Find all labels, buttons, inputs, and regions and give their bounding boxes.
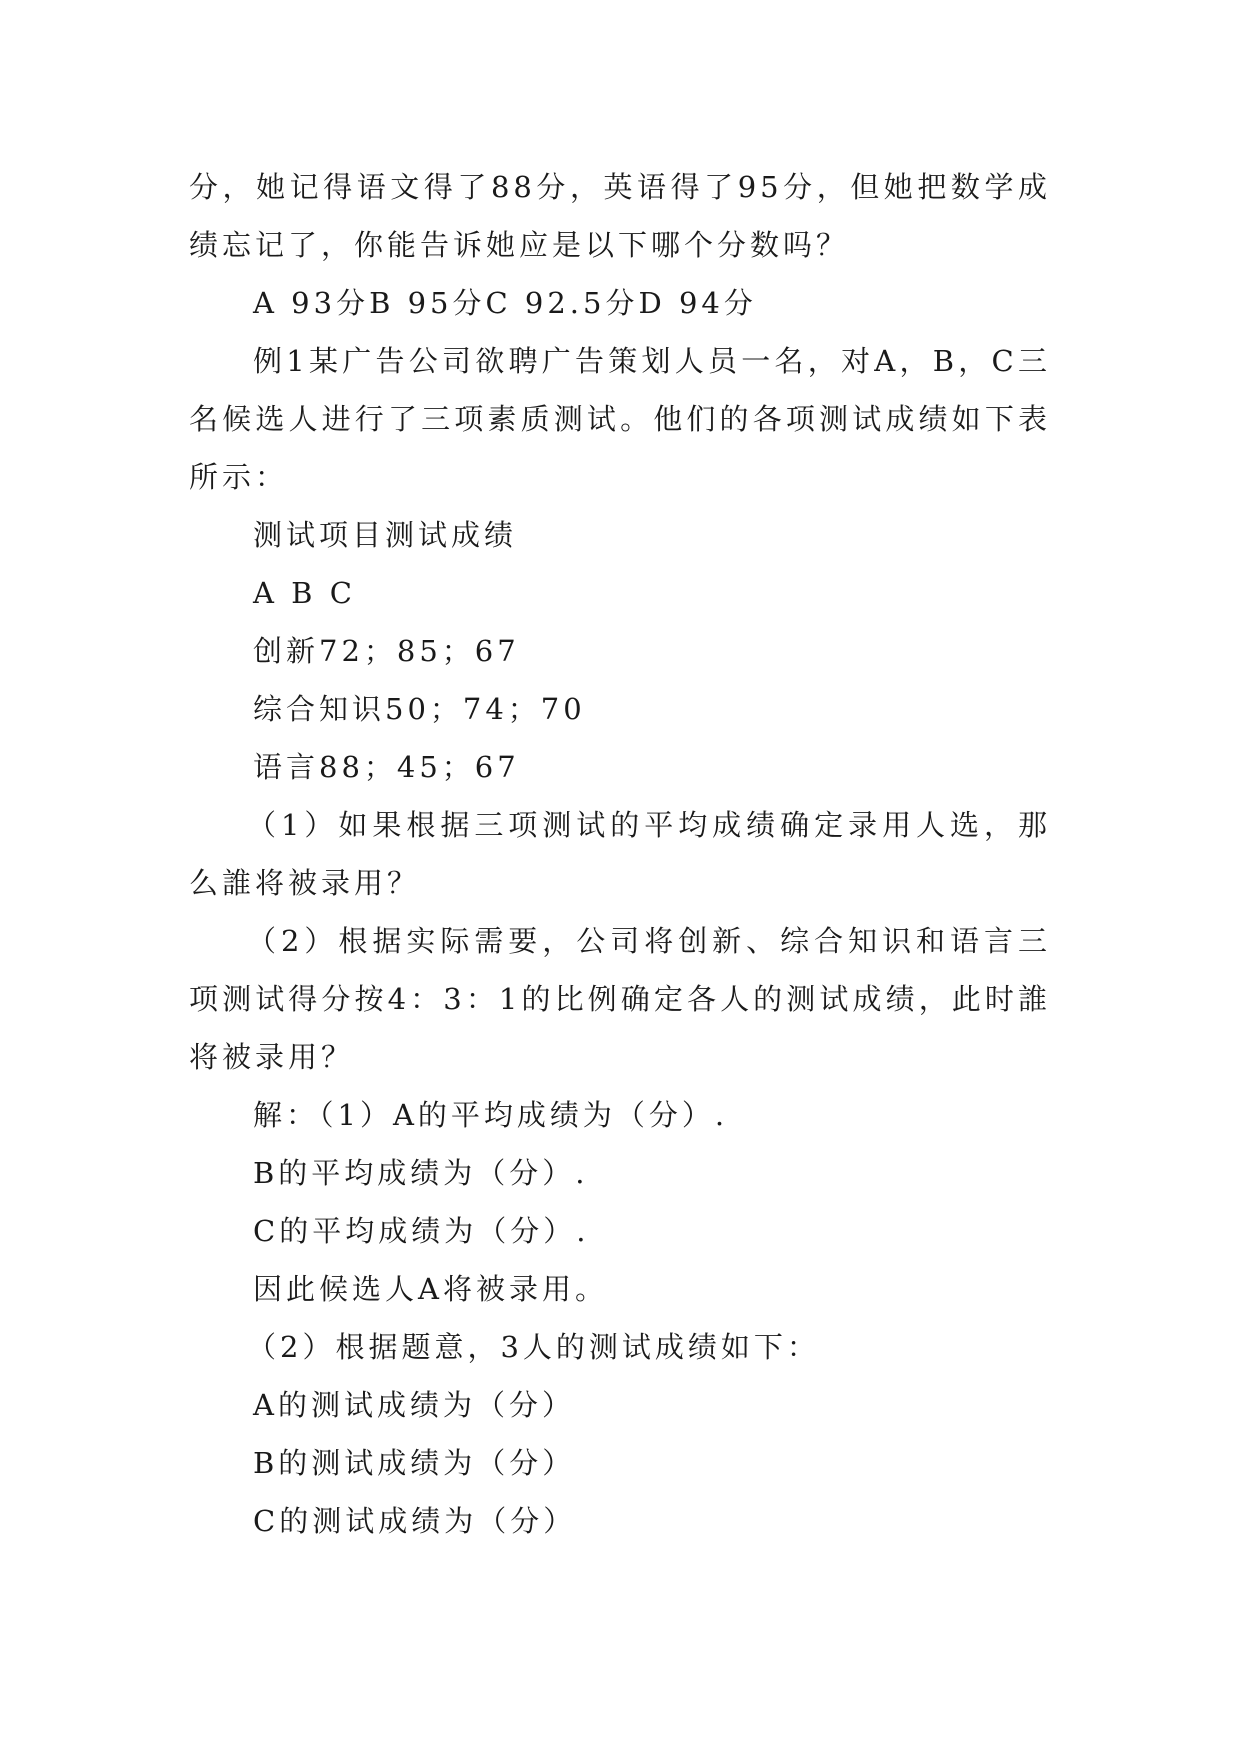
paragraph-answer-options: A 93分B 95分C 92.5分D 94分 bbox=[253, 286, 757, 320]
paragraph-solution-c-average: C的平均成绩为（分）. bbox=[253, 1214, 590, 1248]
paragraph-solution-b-average: B的平均成绩为（分）. bbox=[253, 1156, 589, 1190]
paragraph-table-row-innovation: 创新72；85；67 bbox=[253, 634, 520, 668]
paragraph-solution-a-weighted: A的测试成绩为（分） bbox=[253, 1388, 575, 1422]
paragraph-conclusion-1: 因此候选人A将被录用。 bbox=[253, 1272, 608, 1306]
paragraph-solution-2-intro: （2）根据题意，3人的测试成绩如下： bbox=[247, 1330, 820, 1364]
paragraph-question-1: （1）如果根据三项测试的平均成绩确定录用人选，那么誰将被录用？ bbox=[189, 808, 1051, 900]
paragraph-table-row-knowledge: 综合知识50；74；70 bbox=[253, 692, 586, 726]
paragraph-table-header: 测试项目测试成绩 bbox=[253, 518, 518, 552]
paragraph-solution-a-average: 解：（1）A的平均成绩为（分）. bbox=[253, 1098, 729, 1132]
paragraph-solution-c-weighted: C的测试成绩为（分） bbox=[253, 1504, 577, 1538]
paragraph-table-candidates: A B C bbox=[253, 576, 356, 610]
document-body bbox=[189, 158, 1051, 1550]
paragraph-question-continuation: 分，她记得语文得了88分，英语得了95分，但她把数学成绩忘记了，你能告诉她应是以下哪个分数吗？ bbox=[189, 170, 1051, 262]
paragraph-table-row-language: 语言88；45；67 bbox=[253, 750, 520, 784]
paragraph-question-2: （2）根据实际需要，公司将创新、综合知识和语言三项测试得分按4：3：1的比例确定各人的测试成绩，此时誰将被录用？ bbox=[189, 924, 1051, 1074]
paragraph-example-1: 例1某广告公司欲聘广告策划人员一名，对A，B，C三名候选人进行了三项素质测试。他们的各项测试成绩如下表所示： bbox=[189, 344, 1051, 494]
paragraph-solution-b-weighted: B的测试成绩为（分） bbox=[253, 1446, 576, 1480]
